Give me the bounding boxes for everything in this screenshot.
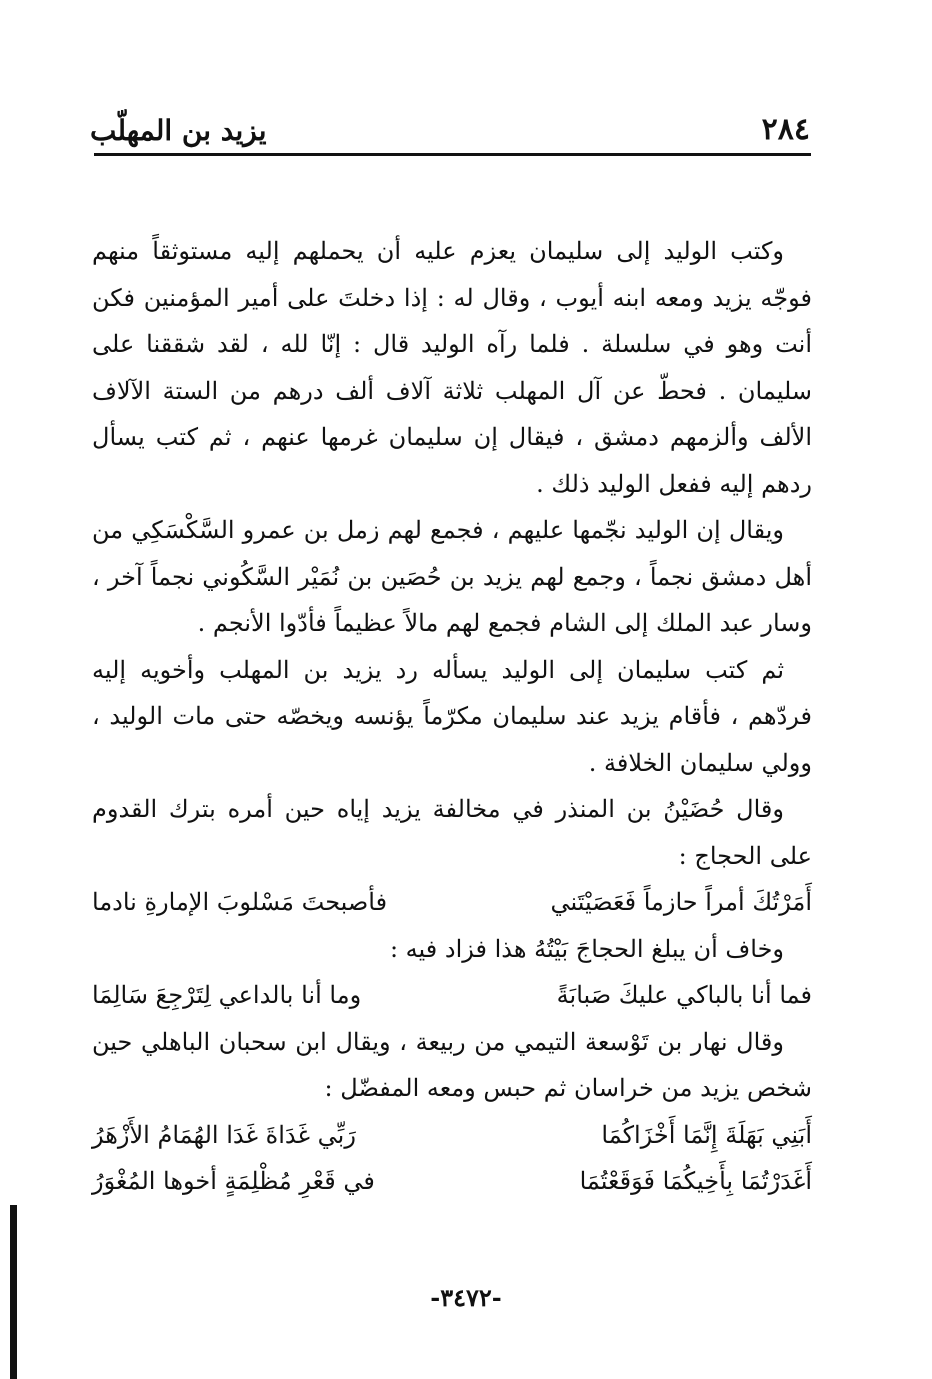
verse-line [92, 972, 812, 1019]
paragraph-2: ويقال إن الوليد نجّمها عليهم ، فجمع لهم زمل بن عمرو السَّكْسَكِي من أهل دمشق نجماً ، وجمع لهم يزيد بن حُصَين بن نُمَيْر السَّكُوني نجماً آخر ، وسار عبد الملك إلى الشام فجمع لهم مالاً عظيماً فأدّوا الأنجم . [92, 516, 812, 637]
paragraph-5: وخاف أن يبلغ الحجاجَ بَيْتُهُ هذا فزاد فيه : [389, 934, 784, 963]
header-rule [94, 153, 811, 156]
paragraph-1: وكتب الوليد إلى سليمان يعزم عليه أن يحملهم إليه مستوثقاً منهم فوجّه يزيد ومعه ابنه أيوب ، وقال له : إذا دخلتَ على أمير المؤمنين فكن أنت وهو في سلسلة . فلما رآه الوليد قال : إنّا لله ، لقد شققنا على سليمان . فحطّ عن آل المهلب ثلاثة آلاف ألف درهم من الستة الآلاف الألف وألزمهم دمشق ، فيقال إن سليمان غرمها عنهم ، ثم كتب يسأل ردهم إليه ففعل الوليد ذلك . [92, 237, 812, 498]
verse-hemistich: فما أنا بالباكي عليكَ صَبابَةً [556, 981, 812, 1009]
verse-line [92, 879, 812, 926]
scan-margin-line [10, 1205, 17, 1379]
paragraph-3: ثم كتب سليمان إلى الوليد يسأله رد يزيد بن المهلب وأخويه إليه فردّهم ، فأقام يزيد عند سليمان مكرّماً يؤنسه ويخصّه حتى مات الوليد ، وولي سليمان الخلافة . [92, 655, 812, 777]
verse-hemistich: وما أنا بالداعي لِتَرْجِعَ سَالِمَا [92, 981, 362, 1009]
page-number: ٢٨٤ [761, 112, 810, 147]
running-title: يزيد بن المهلّب [90, 114, 267, 147]
verse-line [92, 1112, 812, 1159]
verse-hemistich: أَغَدَرْتُمَا بِأَخِيكُمَا فَوَقَعْتُمَا [579, 1167, 812, 1195]
paragraph-6: وقال نهار بن تَوْسعة التيمي من ربيعة ، ويقال ابن سحبان الباهلي حين شخص يزيد من خراسان ثم حبس ومعه المفضّل : [92, 1027, 812, 1102]
page-footer-reference: -٣٤٧٢- [430, 1283, 502, 1312]
verse-hemistich: أَمَرْتُكَ أمراً حازماً فَعَصَيْتَني [550, 888, 812, 916]
verse-hemistich: رَبِّي غَدَاةَ غَدَا الهُمَامُ الأَزْهَرُ [92, 1120, 356, 1149]
verse-line [92, 1158, 812, 1205]
page-body [92, 228, 812, 1205]
paragraph-4: وقال حُضَيْنُ بن المنذر في مخالفة يزيد إياه حين أمره بترك القدوم على الحجاج : [92, 795, 812, 870]
verse-hemistich: في قَعْرِ مُظْلِمَةٍ أخوها المُغْوَرُ [92, 1167, 375, 1195]
verse-hemistich: فأصبحتَ مَسْلوبَ الإمارةِ نادما [92, 888, 388, 916]
verse-hemistich: أَبَنِي بَهَلَةَ إِنَّمَا أَخْزَاكُمَا [601, 1120, 812, 1149]
